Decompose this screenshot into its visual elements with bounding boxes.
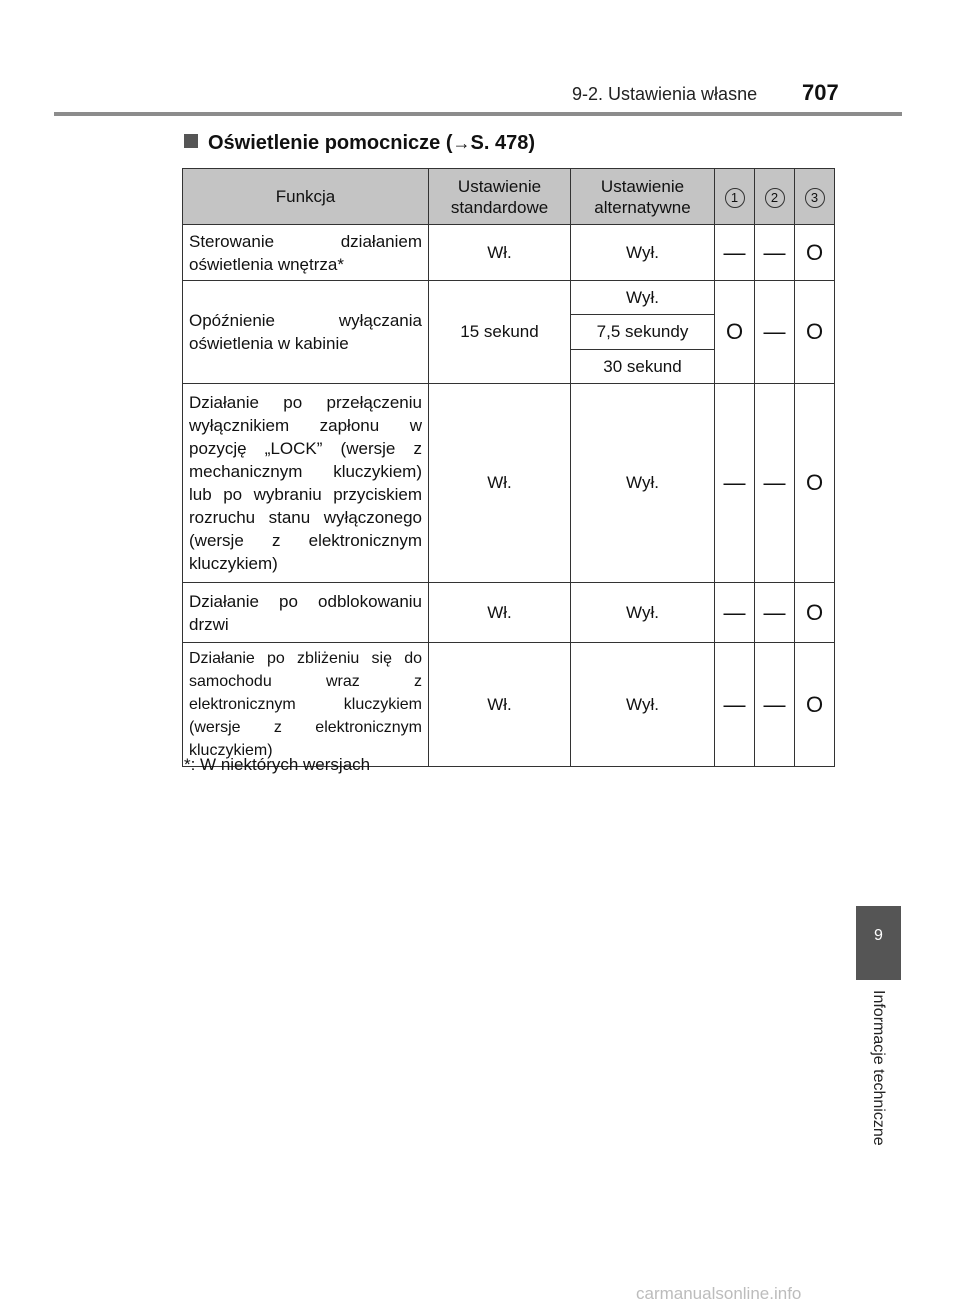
cell-function: Sterowanie działaniem oświetlenia wnętrza*	[183, 225, 429, 281]
cell-alternative: Wył.	[571, 225, 715, 281]
cell-mark-2: —	[755, 643, 795, 767]
circled-number-3-icon: 3	[805, 188, 825, 208]
footnote: *: W niektórych wersjach	[184, 755, 371, 774]
cell-standard: Wł.	[429, 583, 571, 643]
cell-mark-1: —	[715, 225, 755, 281]
col-header-standard: Ustawienie standardowe	[429, 169, 571, 225]
table-row	[183, 643, 835, 767]
page-number: 707	[802, 80, 839, 105]
cell-mark-2: —	[755, 583, 795, 643]
cell-standard: Wł.	[429, 384, 571, 583]
cell-alternative: Wył.	[571, 583, 715, 643]
running-header: 9-2. Ustawienia własne	[572, 84, 758, 104]
arrow-right-icon: →	[452, 133, 471, 153]
table-header-row	[183, 169, 835, 225]
cell-mark-1: O	[715, 281, 755, 384]
cell-function: Działanie po zbliżeniu się do samochodu wraz z elektronicznym kluczykiem (wersje z elektronicznym kluczykiem)	[183, 643, 429, 767]
cell-mark-3: O	[795, 281, 835, 384]
col-header-alternative: Ustawienie alternatywne	[571, 169, 715, 225]
cell-mark-2: —	[755, 281, 795, 384]
cell-function: Opóźnienie wyłączania oświetlenia w kabinie	[183, 281, 429, 384]
cell-standard: Wł.	[429, 643, 571, 767]
cell-mark-3: O	[795, 384, 835, 583]
cell-alternative: 7,5 sekundy	[571, 315, 715, 350]
cell-mark-2: —	[755, 384, 795, 583]
cell-standard: 15 sekund	[429, 281, 571, 384]
cell-alternative: Wył.	[571, 643, 715, 767]
col-header-mark-1	[715, 169, 755, 225]
cell-mark-3: O	[795, 225, 835, 281]
circled-number-1-icon: 1	[725, 188, 745, 208]
cell-mark-3: O	[795, 643, 835, 767]
cell-mark-1: —	[715, 384, 755, 583]
cell-mark-3: O	[795, 583, 835, 643]
header-rule	[54, 112, 902, 116]
section-title-text: Oświetlenie pomocnicze (	[208, 132, 453, 154]
square-bullet-icon	[184, 134, 198, 148]
col-header-mark-3	[795, 169, 835, 225]
cell-mark-2: —	[755, 225, 795, 281]
settings-table	[182, 168, 835, 767]
col-header-mark-2	[755, 169, 795, 225]
cell-mark-1: —	[715, 643, 755, 767]
circled-number-2-icon: 2	[765, 188, 785, 208]
table-row	[183, 225, 835, 281]
table-row	[183, 281, 835, 315]
table-row	[183, 384, 835, 583]
cell-standard: Wł.	[429, 225, 571, 281]
cell-function: Działanie po przełączeniu wyłącznikiem zapłonu w pozycję „LOCK” (wersje z mechanicznym kluczykiem) lub po wybraniu przyciskiem rozruchu stanu wyłączonego (wersje z elektronicznym kluczykiem)	[183, 384, 429, 583]
section-title-ref: S. 478)	[470, 132, 535, 154]
section-title	[184, 132, 535, 155]
chapter-label	[856, 990, 901, 1175]
chapter-tab: 9	[856, 906, 901, 980]
cell-alternative: Wył.	[571, 281, 715, 315]
col-header-function: Funkcja	[183, 169, 429, 225]
table-row	[183, 583, 835, 643]
chapter-label-text: Informacje techniczne	[870, 990, 887, 1146]
watermark: carmanualsonline.info	[636, 1284, 802, 1303]
cell-alternative: Wył.	[571, 384, 715, 583]
cell-mark-1: —	[715, 583, 755, 643]
cell-function: Działanie po odblokowaniu drzwi	[183, 583, 429, 643]
cell-alternative: 30 sekund	[571, 350, 715, 384]
